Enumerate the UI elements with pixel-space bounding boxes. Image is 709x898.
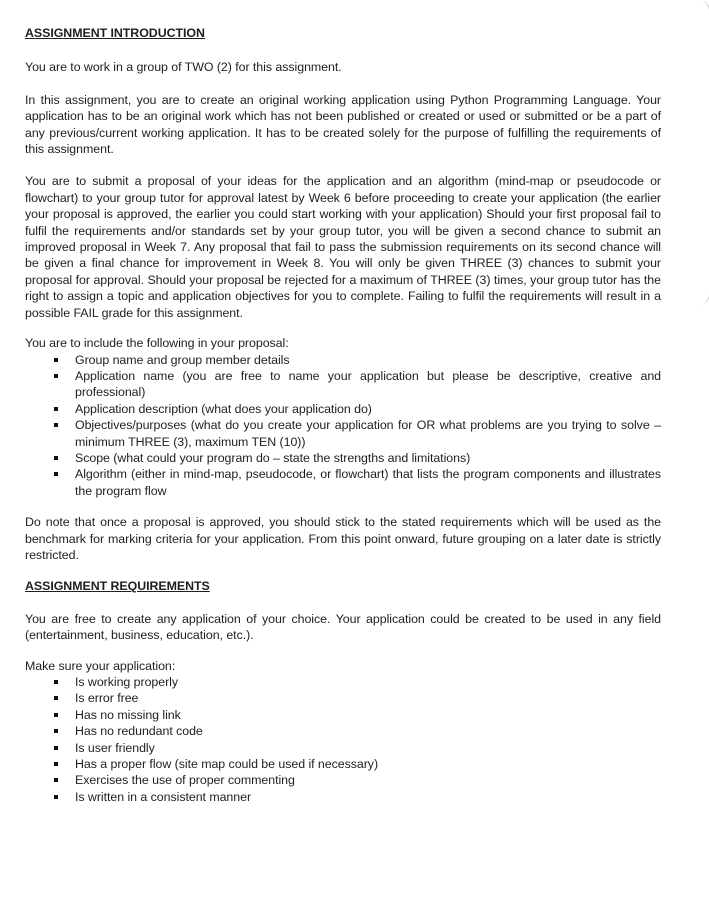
list-item: Is written in a consistent manner bbox=[25, 789, 661, 805]
list-item: Exercises the use of proper commenting bbox=[25, 772, 661, 788]
list-item: Has no redundant code bbox=[25, 723, 661, 739]
intro-heading: ASSIGNMENT INTRODUCTION bbox=[25, 26, 205, 40]
proposal-paragraph: You are to submit a proposal of your ideas for the application and an algorithm (mind-map or pseudocode or flowchart) to your group tutor for approval latest by Week 6 before proceeding to create your application (the earlier your proposal is approved, the earlier you could start working with your application) Should your first proposal fail to fulfil the requirements and/or standards set by your group tutor, you will be given a second chance to submit an improved proposal in Week 7. Any proposal that fail to pass the submission requirements on its second chance will be given a final chance for improvement in Week 8. You will only be given THREE (3) chances to submit your proposal for approval. Should your proposal be rejected for a maximum of THREE (3) times, your group tutor has the right to assign a topic and application objectives for you to complete. Failing to fulfil the requirements will result in a possible FAIL grade for this assignment. bbox=[25, 174, 661, 320]
include-intro-line: You are to include the following in your proposal: bbox=[25, 336, 289, 351]
original-work-paragraph: In this assignment, you are to create an original working application using Python Programming Language. Your application has to be an original work which has not been published or created or used or submitted or be a part of any previous/current working application. It has to be created solely for the purpose of fulfilling the requirements of this assignment. bbox=[25, 92, 661, 157]
list-item: Scope (what could your program do – state the strengths and limitations) bbox=[25, 450, 661, 466]
document-content bbox=[25, 25, 661, 805]
list-item: Group name and group member details bbox=[25, 352, 661, 368]
list-item: Has no missing link bbox=[25, 707, 661, 723]
requirements-list bbox=[25, 674, 661, 805]
list-item: Has a proper flow (site map could be used if necessary) bbox=[25, 756, 661, 772]
free-choice-paragraph: You are free to create any application of your choice. Your application could be created to be used in any field (entertainment, business, education, etc.). bbox=[25, 611, 661, 643]
proposal-contents-list bbox=[25, 352, 661, 500]
list-item: Is error free bbox=[25, 690, 661, 706]
list-item: Application description (what does your application do) bbox=[25, 401, 661, 417]
requirements-heading: ASSIGNMENT REQUIREMENTS bbox=[25, 579, 210, 594]
list-item: Is working properly bbox=[25, 674, 661, 690]
group-size-line: You are to work in a group of TWO (2) for this assignment. bbox=[25, 60, 342, 75]
page-curl-edge bbox=[701, 0, 709, 305]
list-item: Application name (you are free to name your application but please be descriptive, creative and professional) bbox=[25, 368, 661, 401]
list-item: Algorithm (either in mind-map, pseudocode, or flowchart) that lists the program components and illustrates the program flow bbox=[25, 466, 661, 499]
make-sure-line: Make sure your application: bbox=[25, 658, 176, 673]
approval-note-paragraph: Do note that once a proposal is approved, you should stick to the stated requirements which will be used as the benchmark for marking criteria for your application. From this point onward, future grouping on a later date is strictly restricted. bbox=[25, 515, 661, 562]
list-item: Objectives/purposes (what do you create your application for OR what problems are you trying to solve – minimum THREE (3), maximum TEN (10)) bbox=[25, 417, 661, 450]
list-item: Is user friendly bbox=[25, 740, 661, 756]
